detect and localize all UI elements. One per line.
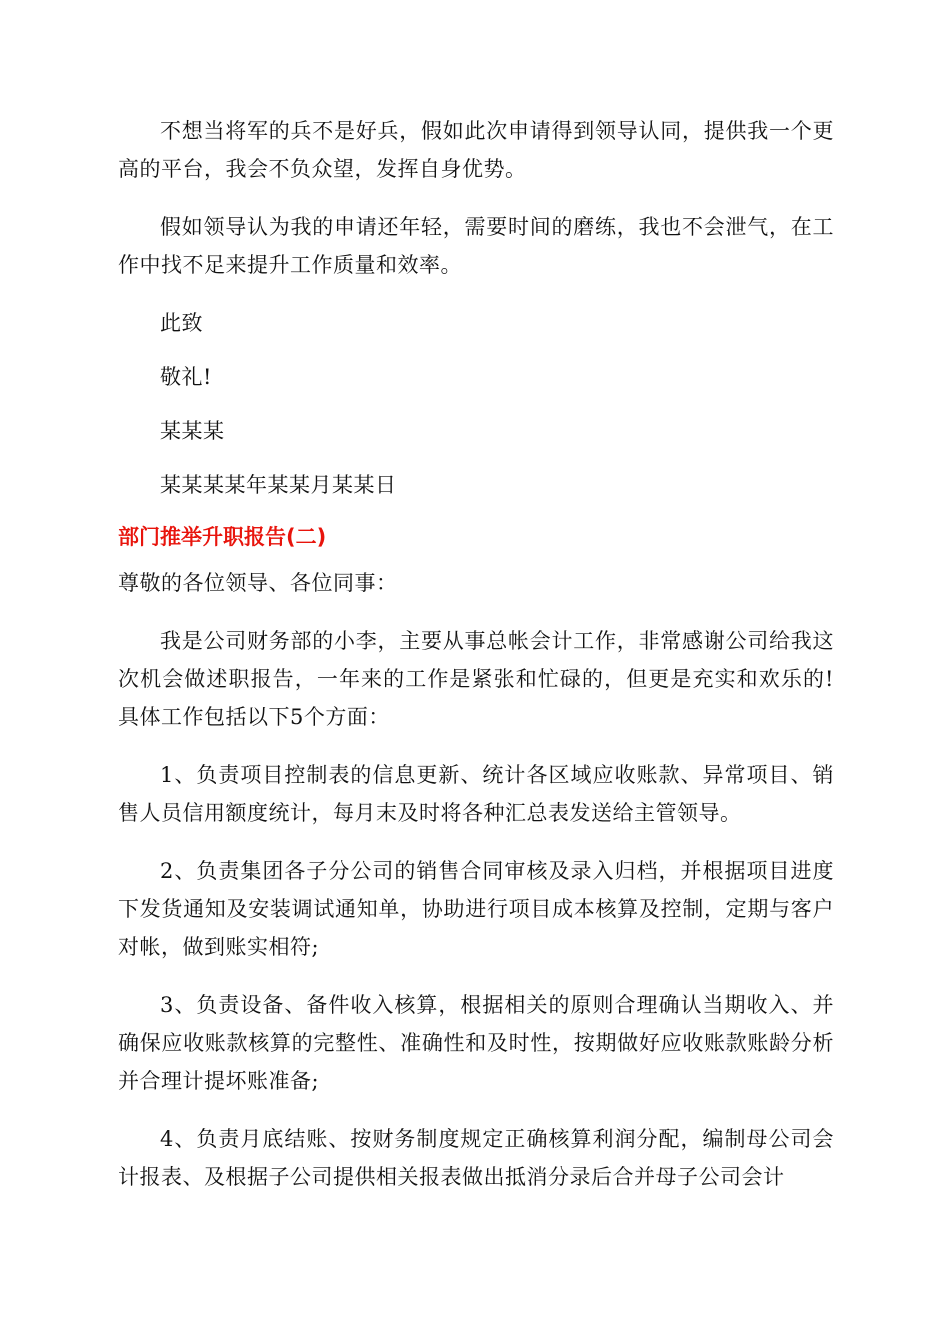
section-heading: 部门推举升职报告(二) [118, 525, 327, 549]
closing-line-salute: 敬礼! [160, 365, 212, 389]
document-page [118, 112, 834, 1216]
paragraph-patience: 假如领导认为我的申请还年轻，需要时间的磨练，我也不会泄气，在工作中找不足来提升工作质量和效率。 [118, 215, 834, 277]
paragraph-ambition: 不想当将军的兵不是好兵，假如此次申请得到领导认同，提供我一个更高的平台，我会不负众望，发挥自身优势。 [118, 119, 834, 181]
signature: 某某某 [160, 419, 225, 443]
salutation: 尊敬的各位领导、各位同事： [118, 571, 398, 595]
list-item-3: 3、负责设备、备件收入核算，根据相关的原则合理确认当期收入、并确保应收账款核算的完整性、准确性和及时性，按期做好应收账款账龄分析并合理计提坏账准备; [118, 993, 834, 1093]
list-item-4: 4、负责月底结账、按财务制度规定正确核算利润分配，编制母公司会计报表、及根据子公司提供相关报表做出抵消分录后合并母子公司会计 [118, 1127, 834, 1189]
closing-line-regards: 此致 [160, 311, 203, 335]
paragraph-intro: 我是公司财务部的小李，主要从事总帐会计工作，非常感谢公司给我这次机会做述职报告，一年来的工作是紧张和忙碌的，但更是充实和欢乐的!具体工作包括以下5个方面： [118, 629, 834, 729]
signature-date: 某某某某年某某月某某日 [160, 473, 397, 497]
list-item-1: 1、负责项目控制表的信息更新、统计各区域应收账款、异常项目、销售人员信用额度统计，每月末及时将各种汇总表发送给主管领导。 [118, 763, 834, 825]
list-item-2: 2、负责集团各子分公司的销售合同审核及录入归档，并根据项目进度下发货通知及安装调试通知单，协助进行项目成本核算及控制，定期与客户对帐，做到账实相符; [118, 859, 834, 959]
